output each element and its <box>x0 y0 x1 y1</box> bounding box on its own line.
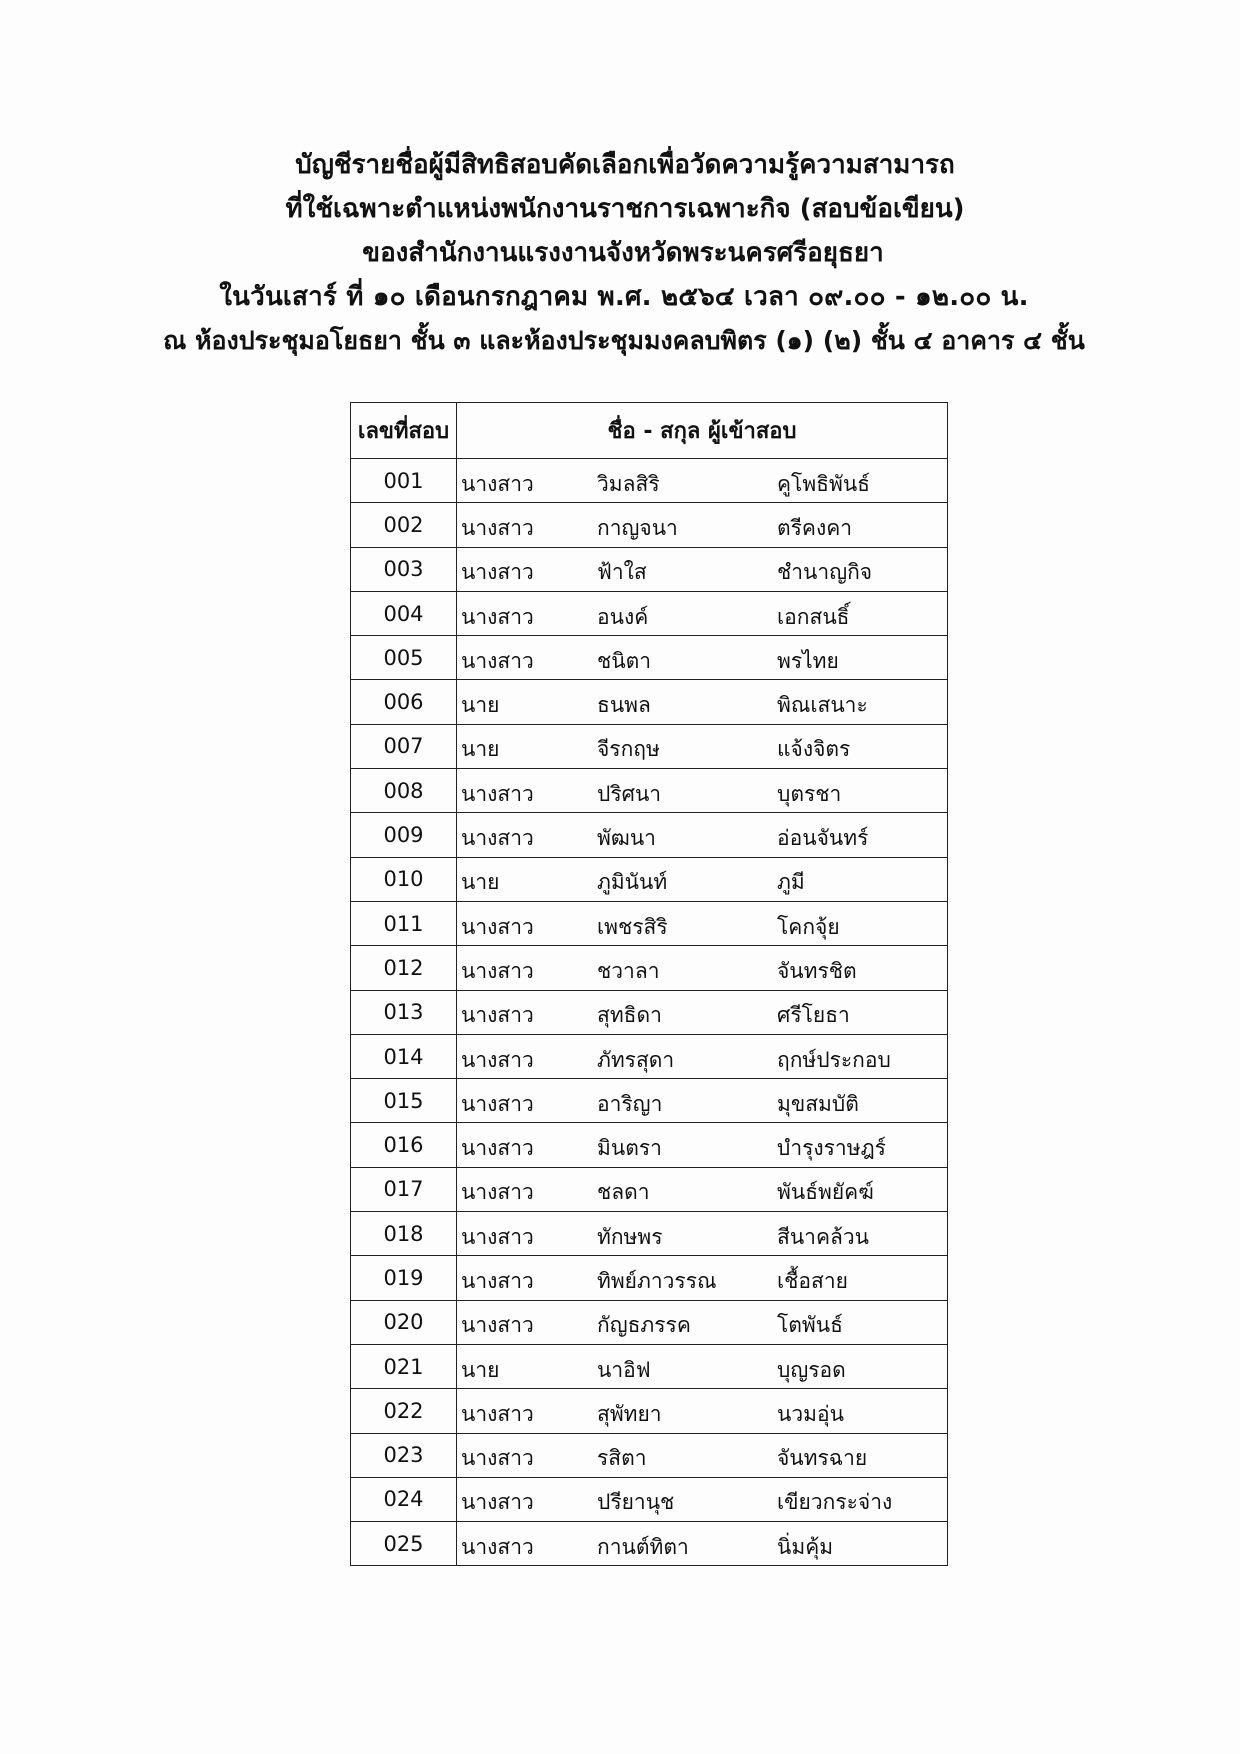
table-row <box>351 1034 948 1078</box>
first-name: สุทธิดา <box>597 1003 662 1028</box>
table-row <box>351 1167 948 1211</box>
name-prefix: นาย <box>461 737 500 762</box>
first-name: มินตรา <box>597 1135 662 1160</box>
first-name: กัญธภรรค <box>597 1313 691 1338</box>
candidate-name-cell <box>457 1034 948 1078</box>
candidate-name-cell <box>457 591 948 635</box>
candidate-name-cell <box>457 1522 948 1566</box>
first-name: ชวาลา <box>597 958 660 983</box>
candidate-name-cell <box>457 1212 948 1256</box>
name-prefix: นางสาว <box>461 1047 534 1072</box>
candidate-name-cell <box>457 1300 948 1344</box>
candidate-name-cell <box>457 813 948 857</box>
first-name: ฟ้าใส <box>597 560 647 585</box>
first-name: ภูมินันท์ <box>597 870 668 895</box>
table-row <box>351 503 948 547</box>
name-prefix: นางสาว <box>461 1490 534 1515</box>
name-prefix: นางสาว <box>461 1180 534 1205</box>
last-name: ชำนาญกิจ <box>777 560 873 585</box>
name-prefix: นางสาว <box>461 958 534 983</box>
table-row <box>351 990 948 1034</box>
candidate-name-cell <box>457 503 948 547</box>
last-name: คูโพธิพันธ์ <box>777 471 871 496</box>
exam-number: 019 <box>351 1256 457 1300</box>
name-prefix: นาย <box>461 692 500 717</box>
name-prefix: นางสาว <box>461 1135 534 1160</box>
table-row <box>351 1433 948 1477</box>
first-name: นาอิฟ <box>597 1357 651 1382</box>
name-prefix: นาย <box>461 870 500 895</box>
exam-number: 002 <box>351 503 457 547</box>
exam-number: 013 <box>351 990 457 1034</box>
header-office: ของสำนักงานแรงงานจังหวัดพระนครศรีอยุธยา <box>362 238 884 268</box>
first-name: เพชรสิริ <box>597 914 668 939</box>
last-name: พิณเสนาะ <box>777 692 868 717</box>
table-row <box>351 680 948 724</box>
last-name: เอกสนธิ์ <box>777 604 850 629</box>
first-name: รสิตา <box>597 1445 647 1470</box>
last-name: บุตรชา <box>777 781 842 806</box>
exam-number: 007 <box>351 724 457 768</box>
name-prefix: นางสาว <box>461 825 534 850</box>
exam-number: 001 <box>351 459 457 503</box>
name-prefix: นางสาว <box>461 1224 534 1249</box>
exam-number: 015 <box>351 1079 457 1123</box>
name-prefix: นางสาว <box>461 1003 534 1028</box>
table-row <box>351 1123 948 1167</box>
table-row <box>351 724 948 768</box>
candidate-name-cell <box>457 547 948 591</box>
exam-number: 012 <box>351 946 457 990</box>
exam-number: 005 <box>351 636 457 680</box>
first-name: ปริศนา <box>597 781 662 806</box>
table-row <box>351 1522 948 1566</box>
last-name: พรไทย <box>777 648 839 673</box>
name-prefix: นางสาว <box>461 1445 534 1470</box>
last-name: แจ้งจิตร <box>777 737 851 762</box>
header-title: บัญชีรายชื่อผู้มีสิทธิสอบคัดเลือกเพื่อวัดความรู้ความสามารถ <box>295 150 955 180</box>
exam-number: 016 <box>351 1123 457 1167</box>
table-row <box>351 857 948 901</box>
exam-number: 004 <box>351 591 457 635</box>
candidate-name-cell <box>457 1389 948 1433</box>
exam-number: 018 <box>351 1212 457 1256</box>
exam-number: 023 <box>351 1433 457 1477</box>
candidate-name-cell <box>457 1123 948 1167</box>
document-header <box>0 150 1240 370</box>
last-name: ฤกษ์ประกอบ <box>777 1047 891 1072</box>
candidate-name-cell <box>457 1256 948 1300</box>
last-name: อ่อนจันทร์ <box>777 825 869 850</box>
name-prefix: นางสาว <box>461 1091 534 1116</box>
last-name: ภูมี <box>777 870 805 895</box>
table-row <box>351 901 948 945</box>
first-name: วิมลสิริ <box>597 471 660 496</box>
last-name: ตรีคงคา <box>777 515 853 540</box>
first-name: ทักษพร <box>597 1224 663 1249</box>
table-row <box>351 946 948 990</box>
last-name: จันทรชิต <box>777 958 857 983</box>
candidate-name-cell <box>457 680 948 724</box>
table-row <box>351 591 948 635</box>
exam-number: 010 <box>351 857 457 901</box>
exam-number: 022 <box>351 1389 457 1433</box>
first-name: ทิพย์ภาวรรณ <box>597 1268 717 1293</box>
first-name: ธนพล <box>597 692 651 717</box>
candidate-name-cell <box>457 1477 948 1521</box>
first-name: อนงค์ <box>597 604 649 629</box>
name-prefix: นางสาว <box>461 515 534 540</box>
name-prefix: นางสาว <box>461 1401 534 1426</box>
first-name: กาญจนา <box>597 515 678 540</box>
first-name: ปรียานุช <box>597 1490 675 1515</box>
name-prefix: นางสาว <box>461 1313 534 1338</box>
column-header-exam-no: เลขที่สอบ <box>351 403 457 459</box>
name-prefix: นางสาว <box>461 1534 534 1559</box>
candidate-name-cell <box>457 857 948 901</box>
exam-number: 006 <box>351 680 457 724</box>
first-name: พัฒนา <box>597 825 656 850</box>
first-name: ภัทรสุดา <box>597 1047 675 1072</box>
header-venue: ณ ห้องประชุมอโยธยา ชั้น ๓ และห้องประชุมมงคลบพิตร (๑) (๒) ชั้น ๔ อาคาร ๔ ชั้น <box>163 326 1085 355</box>
exam-number: 017 <box>351 1167 457 1211</box>
table-row <box>351 813 948 857</box>
first-name: อาริญา <box>597 1091 663 1116</box>
candidate-name-cell <box>457 769 948 813</box>
candidate-name-cell <box>457 724 948 768</box>
table-row <box>351 1344 948 1388</box>
candidate-name-cell <box>457 901 948 945</box>
table-row <box>351 1256 948 1300</box>
table-row <box>351 1389 948 1433</box>
name-prefix: นางสาว <box>461 648 534 673</box>
table-row <box>351 769 948 813</box>
last-name: มุขสมบัติ <box>777 1091 859 1116</box>
column-header-name: ชื่อ - สกุล ผู้เข้าสอบ <box>457 403 948 459</box>
candidate-name-cell <box>457 1433 948 1477</box>
first-name: จีรกฤษ <box>597 737 660 762</box>
candidate-table <box>350 402 948 1566</box>
candidate-name-cell <box>457 990 948 1034</box>
last-name: ศรีโยธา <box>777 1003 850 1028</box>
candidate-name-cell <box>457 1167 948 1211</box>
name-prefix: นางสาว <box>461 471 534 496</box>
name-prefix: นางสาว <box>461 604 534 629</box>
table-row <box>351 547 948 591</box>
last-name: พันธ์พยัคฆ์ <box>777 1180 874 1205</box>
last-name: บำรุงราษฎร์ <box>777 1135 886 1160</box>
table-body <box>351 459 948 1566</box>
candidate-name-cell <box>457 459 948 503</box>
name-prefix: นาย <box>461 1357 500 1382</box>
table-row <box>351 1079 948 1123</box>
table-row <box>351 1300 948 1344</box>
first-name: กานต์ทิตา <box>597 1534 689 1559</box>
exam-number: 009 <box>351 813 457 857</box>
table-row <box>351 1477 948 1521</box>
exam-number: 020 <box>351 1300 457 1344</box>
first-name: ชลดา <box>597 1180 650 1205</box>
last-name: โคกจุ้ย <box>777 914 840 939</box>
table-row <box>351 1212 948 1256</box>
header-date-time: ในวันเสาร์ ที่ ๑๐ เดือนกรกฎาคม พ.ศ. ๒๕๖๔ เวลา ๐๙.๐๐ - ๑๒.๐๐ น. <box>219 282 1029 312</box>
table-row <box>351 636 948 680</box>
header-position: ที่ใช้เฉพาะตำแหน่งพนักงานราชการเฉพาะกิจ (สอบข้อเขียน) <box>285 194 965 224</box>
last-name: เชื้อสาย <box>777 1268 848 1293</box>
last-name: นวมอุ่น <box>777 1401 844 1426</box>
exam-number: 014 <box>351 1034 457 1078</box>
exam-number: 024 <box>351 1477 457 1521</box>
name-prefix: นางสาว <box>461 781 534 806</box>
table-header-row <box>351 403 948 459</box>
exam-number: 025 <box>351 1522 457 1566</box>
last-name: นิ่มคุ้ม <box>777 1534 834 1559</box>
last-name: โตพันธ์ <box>777 1313 843 1338</box>
last-name: บุญรอด <box>777 1357 846 1382</box>
first-name: ชนิตา <box>597 648 652 673</box>
candidate-name-cell <box>457 1344 948 1388</box>
name-prefix: นางสาว <box>461 1268 534 1293</box>
name-prefix: นางสาว <box>461 560 534 585</box>
exam-number: 003 <box>351 547 457 591</box>
last-name: จันทรฉาย <box>777 1445 868 1470</box>
last-name: สีนาคล้วน <box>777 1224 870 1249</box>
last-name: เขียวกระจ่าง <box>777 1490 893 1515</box>
table-row <box>351 459 948 503</box>
exam-number: 008 <box>351 769 457 813</box>
name-prefix: นางสาว <box>461 914 534 939</box>
exam-number: 021 <box>351 1344 457 1388</box>
first-name: สุพัทยา <box>597 1401 662 1426</box>
candidate-name-cell <box>457 1079 948 1123</box>
exam-number: 011 <box>351 901 457 945</box>
candidate-name-cell <box>457 636 948 680</box>
candidate-name-cell <box>457 946 948 990</box>
